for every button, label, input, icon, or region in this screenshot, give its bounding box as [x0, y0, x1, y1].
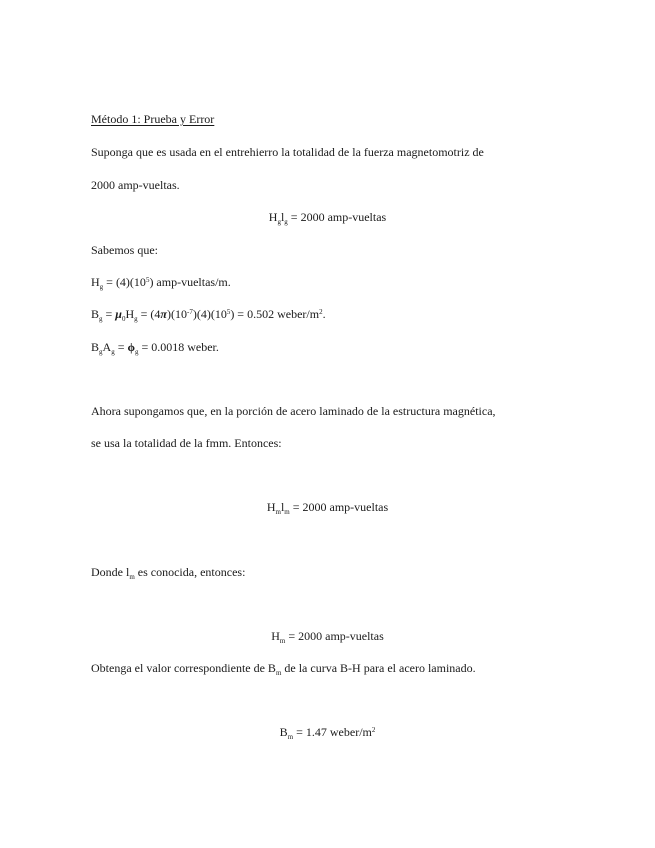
eq-bg-sub2: g: [134, 315, 138, 323]
eq1-var1: H: [268, 210, 278, 224]
equation-gap-mmf: [0, 210, 655, 224]
equation-bg: [91, 307, 326, 321]
eq1-sub2: g: [284, 218, 288, 226]
eq-phi-var2: A: [102, 340, 112, 354]
section-heading: Método 1: Prueba y Error: [91, 112, 215, 126]
eq-phi-var1: B: [91, 340, 100, 354]
eq1-var2: l: [280, 210, 285, 224]
eq1-rest: = 2000 amp-vueltas: [287, 210, 387, 224]
eq-bg-mid1: = (4: [137, 307, 161, 321]
eq-hg-rest: ) amp-vueltas/m.: [149, 275, 231, 289]
eq-bg-sup3: 2: [319, 308, 323, 316]
eq-bg-var: B: [91, 307, 100, 321]
paragraph-1-line-1: Suponga que es usada en el entrehierro la totalidad de la fuerza magnetomotriz de: [91, 145, 484, 159]
obtenga-text: [91, 661, 476, 675]
equation-steel-mmf: [0, 500, 655, 514]
eq-hg-sub: g: [99, 283, 104, 291]
eq-phi-eq: =: [114, 340, 128, 354]
obtenga-sub: m: [275, 669, 282, 677]
eq-bg-mid2: )(10: [166, 307, 187, 321]
donde-pre: Donde l: [91, 565, 130, 579]
eq-bg-rest: ) = 0.502 weber/m: [230, 307, 320, 321]
mu-symbol: μ: [115, 307, 122, 321]
eq-bg-eq: =: [102, 307, 116, 321]
eq4-sub: m: [287, 733, 294, 741]
donde-post: es conocida, entonces:: [134, 565, 246, 579]
eq1-sub1: g: [277, 218, 281, 226]
eq-phi-rest: = 0.0018 weber.: [138, 340, 219, 354]
eq4-sup: 2: [371, 726, 376, 734]
eq3-var: H: [271, 629, 280, 643]
eq4-var: B: [279, 725, 288, 739]
eq-hg-var: H: [91, 275, 100, 289]
donde-text: [91, 565, 245, 579]
obtenga-post: de la curva B-H para el acero laminado.: [281, 661, 476, 675]
donde-sub: m: [129, 573, 135, 581]
eq4-rest: = 1.47 weber/m: [293, 725, 372, 739]
eq-phi-sub2: g: [111, 348, 115, 356]
equation-bm: [0, 725, 655, 739]
equation-hm: [0, 629, 655, 643]
eq2-sub1: m: [275, 508, 281, 516]
eq-hg-sup: 5: [145, 276, 150, 284]
eq3-sub: m: [279, 637, 286, 645]
eq-hg-mid: = (4)(10: [103, 275, 146, 289]
mu-sub: 0: [121, 315, 126, 323]
equation-hg: [91, 275, 231, 289]
phi-sub: g: [134, 348, 139, 356]
eq-bg-mid3: )(4)(10: [192, 307, 227, 321]
phi-symbol: ϕ: [127, 340, 135, 354]
eq3-rest: = 2000 amp-vueltas: [285, 629, 384, 643]
eq-bg-sub: g: [99, 315, 103, 323]
eq2-sub2: m: [284, 508, 290, 516]
eq-bg-end: .: [322, 307, 326, 321]
paragraph-1-line-2: 2000 amp-vueltas.: [91, 178, 180, 192]
paragraph-2-line-2: se usa la totalidad de la fmm. Entonces:: [91, 436, 282, 450]
sabemos-text: Sabemos que:: [91, 243, 158, 257]
eq-phi-sub1: g: [99, 348, 103, 356]
eq2-var2: l: [280, 500, 285, 514]
eq2-rest: = 2000 amp-vueltas: [289, 500, 389, 514]
equation-phi: [91, 340, 219, 354]
pi-symbol: π: [160, 307, 167, 321]
eq-bg-sup1: -7: [186, 308, 193, 316]
eq-bg-var2: H: [125, 307, 135, 321]
obtenga-pre: Obtenga el valor correspondiente de B: [91, 661, 276, 675]
eq-bg-sup2: 5: [226, 308, 231, 316]
eq2-var1: H: [266, 500, 276, 514]
paragraph-2-line-1: Ahora supongamos que, en la porción de acero laminado de la estructura magnética,: [91, 404, 496, 418]
